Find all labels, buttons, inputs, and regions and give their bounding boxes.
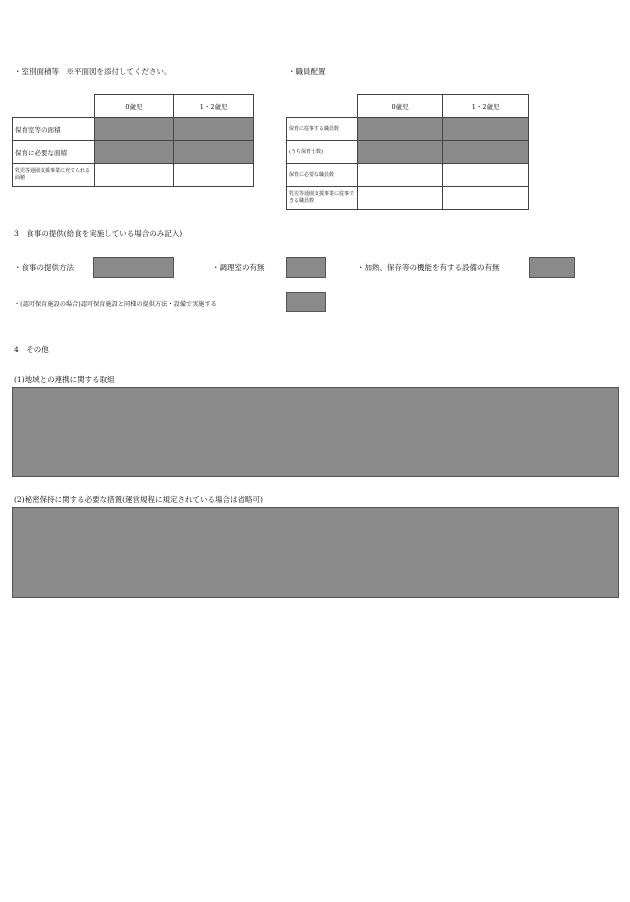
staff-row-label: 保育に従事する職員数 bbox=[287, 118, 358, 141]
room-area-cell-input[interactable] bbox=[94, 141, 174, 164]
room-area-row-label: 保育に必要な面積 bbox=[13, 141, 95, 164]
room-area-col-0: 0歳児 bbox=[94, 95, 174, 118]
room-area-cell-input[interactable] bbox=[94, 118, 174, 141]
room-area-cell-input[interactable] bbox=[174, 164, 254, 187]
heating-label: ・加熱、保存等の機能を有する設備の有無 bbox=[357, 263, 500, 272]
room-area-cell-input[interactable] bbox=[94, 164, 174, 187]
meal-method-label: ・食事の提供方法 bbox=[14, 263, 74, 272]
confidentiality-textarea[interactable] bbox=[12, 507, 619, 598]
staff-row-label: 保育に必要な職員数 bbox=[287, 164, 358, 187]
other-heading: 4 その他 bbox=[14, 345, 49, 354]
room-area-cell-input[interactable] bbox=[174, 118, 254, 141]
staff-title: ・職員配置 bbox=[288, 67, 326, 76]
staff-cell-input[interactable] bbox=[443, 164, 529, 187]
staff-col-0: 0歳児 bbox=[357, 95, 443, 118]
licensed-field[interactable] bbox=[286, 292, 326, 312]
kitchen-field[interactable] bbox=[286, 257, 326, 278]
meals-heading: 3 食事の提供(給食を実施している場合のみ記入) bbox=[14, 229, 183, 238]
room-area-row-label: 乳児等通園支援事業に充てられる面積 bbox=[13, 164, 95, 187]
staff-cell-input[interactable] bbox=[357, 118, 443, 141]
staff-cell-input[interactable] bbox=[443, 187, 529, 210]
staff-row-label: (うち保育士数) bbox=[287, 141, 358, 164]
room-area-table bbox=[12, 94, 254, 187]
room-area-corner bbox=[13, 95, 95, 118]
room-area-title: ・室別面積等 ※平面図を添付してください。 bbox=[14, 67, 172, 76]
confidentiality-label: (2)秘密保持に関する必要な措置(運営規程に規定されている場合は省略可) bbox=[14, 495, 263, 504]
room-area-cell-input[interactable] bbox=[174, 141, 254, 164]
kitchen-label: ・調理室の有無 bbox=[212, 263, 265, 272]
staff-row-label: 乳児等通園支援事業に従事できる職員数 bbox=[287, 187, 358, 210]
licensed-label: ・(認可保育施設の場合)認可保育施設と同様の提供方法・設備で実施する bbox=[14, 301, 217, 308]
heating-field[interactable] bbox=[529, 257, 575, 278]
staff-table bbox=[286, 94, 529, 210]
community-label: (1)地域との連携に関する取組 bbox=[14, 375, 115, 384]
staff-corner bbox=[287, 95, 358, 118]
staff-cell-input[interactable] bbox=[357, 187, 443, 210]
community-textarea[interactable] bbox=[12, 387, 619, 477]
staff-cell-input[interactable] bbox=[443, 141, 529, 164]
meal-method-field[interactable] bbox=[93, 257, 174, 278]
room-area-row-label: 保育室等の面積 bbox=[13, 118, 95, 141]
room-area-col-1: 1・2歳児 bbox=[174, 95, 254, 118]
staff-cell-input[interactable] bbox=[443, 118, 529, 141]
staff-cell-input[interactable] bbox=[357, 141, 443, 164]
staff-col-1: 1・2歳児 bbox=[443, 95, 529, 118]
staff-cell-input[interactable] bbox=[357, 164, 443, 187]
